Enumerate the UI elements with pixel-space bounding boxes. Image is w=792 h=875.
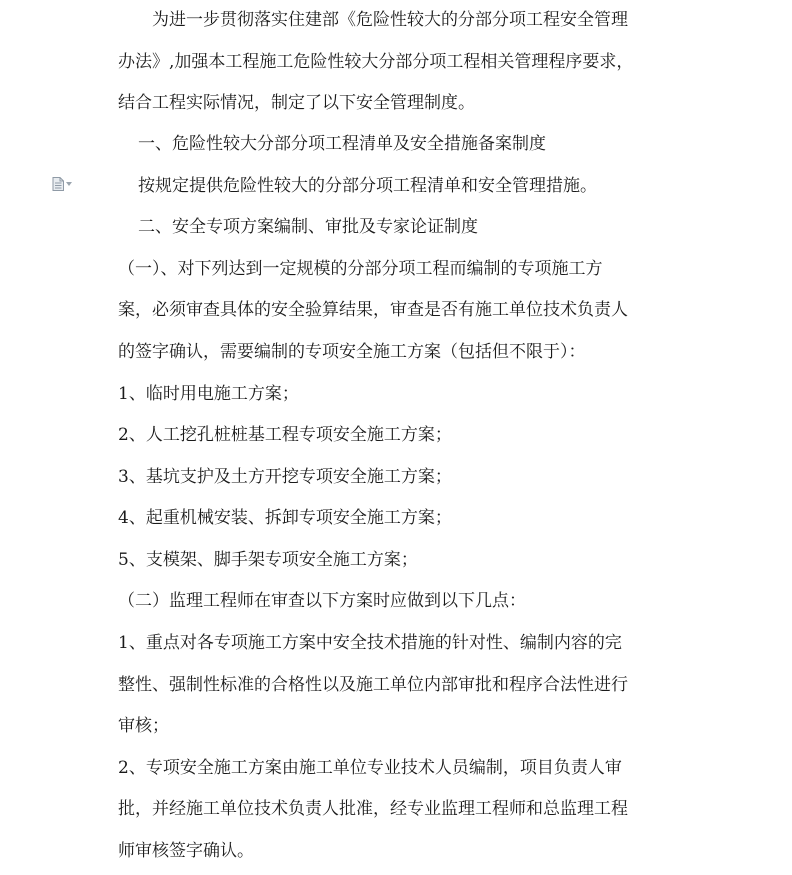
paragraph-line: 为进一步贯彻落实住建部《危险性较大的分部分项工程安全管理	[152, 10, 628, 30]
paragraph-line: 1、重点对各专项施工方案中安全技术措施的针对性、编制内容的完	[118, 633, 622, 653]
list-item: 1、临时用电施工方案；	[118, 384, 299, 404]
paragraph-line: 的签字确认，需要编制的专项安全施工方案（包括但不限于）：	[118, 342, 586, 362]
list-item: 4、起重机械安装、拆卸专项安全施工方案；	[118, 508, 452, 528]
paragraph-line: （一）、对下列达到一定规模的分部分项工程而编制的专项施工方	[118, 259, 603, 279]
paragraph-line: 师审核签字确认。	[118, 841, 254, 861]
paragraph-line: 审核；	[118, 716, 169, 736]
list-item: 3、基坑支护及土方开挖专项安全施工方案；	[118, 467, 452, 487]
paragraph-line: 整性、强制性标准的合格性以及施工单位内部审批和程序合法性进行	[118, 675, 628, 695]
paragraph-menu-button[interactable]	[52, 176, 78, 192]
paragraph-line: 结合工程实际情况，制定了以下安全管理制度。	[118, 93, 475, 113]
list-item: 2、人工挖孔桩桩基工程专项安全施工方案；	[118, 425, 452, 445]
chevron-down-icon	[66, 182, 72, 186]
paragraph-line: 案，必须审查具体的安全验算结果，审查是否有施工单位技术负责人	[118, 300, 628, 320]
subsection-heading: （二）监理工程师在审查以下方案时应做到以下几点：	[118, 591, 526, 611]
paragraph-line: 按规定提供危险性较大的分部分项工程清单和安全管理措施。	[138, 176, 597, 196]
list-item: 5、支模架、脚手架专项安全施工方案；	[118, 550, 418, 570]
document-icon	[52, 177, 64, 191]
paragraph-line: 批，并经施工单位技术负责人批准，经专业监理工程师和总监理工程	[118, 799, 628, 819]
section-heading: 二、安全专项方案编制、审批及专家论证制度	[138, 217, 478, 237]
paragraph-line: 办法》,加强本工程施工危险性较大分部分项工程相关管理程序要求，	[118, 52, 634, 72]
paragraph-line: 2、专项安全施工方案由施工单位专业技术人员编制，项目负责人审	[118, 758, 622, 778]
section-heading: 一、危险性较大分部分项工程清单及安全措施备案制度	[138, 134, 546, 154]
